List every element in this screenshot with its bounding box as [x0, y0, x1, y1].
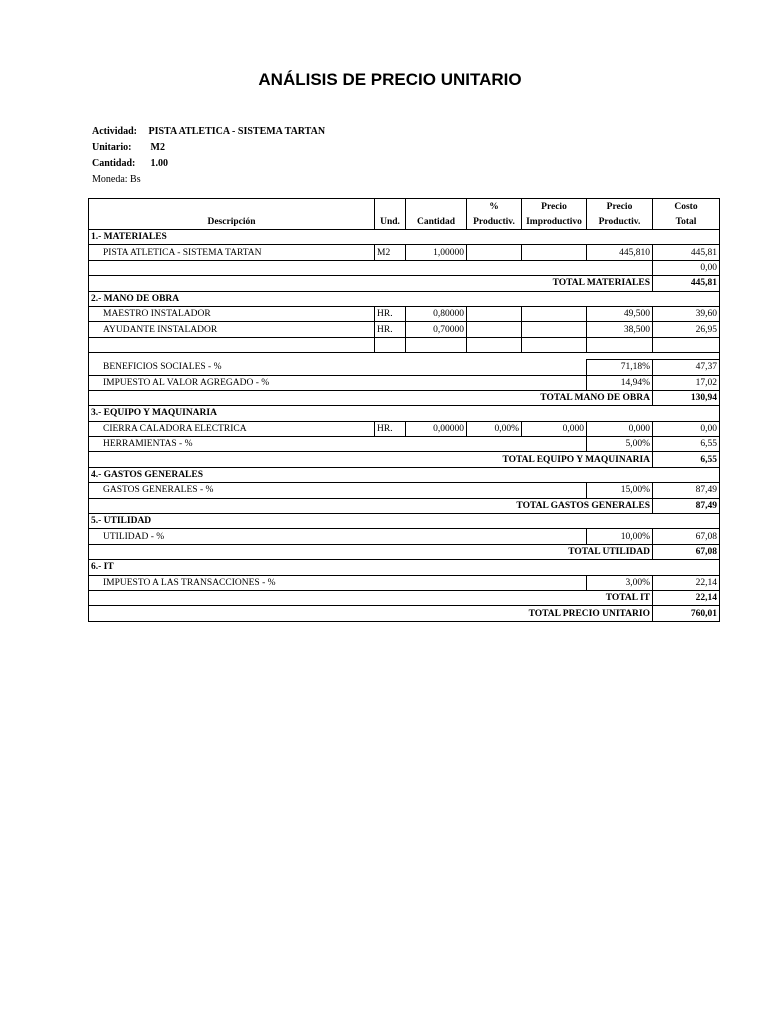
- item-productive-price: 0,000: [587, 421, 653, 436]
- grand-total-row: [89, 606, 720, 621]
- item-description: IMPUESTO AL VALOR AGREGADO - %: [89, 375, 587, 390]
- table-row: [89, 375, 720, 390]
- price-analysis-table: [88, 198, 720, 622]
- item-total: 67,08: [653, 529, 720, 544]
- item-total: 17,02: [653, 375, 720, 390]
- item-quantity: 0,00000: [406, 421, 467, 436]
- section-title-it: 6.- IT: [89, 560, 720, 575]
- section-title-mano-de-obra: 2.- MANO DE OBRA: [89, 291, 720, 306]
- quantity-value: 1.00: [150, 158, 168, 169]
- item-total: 47,37: [653, 360, 720, 375]
- subtotal-row: [89, 390, 720, 405]
- table-row: [89, 245, 720, 260]
- table-row: [89, 360, 720, 375]
- item-percentage: 15,00%: [587, 483, 653, 498]
- subtotal-label: TOTAL MANO DE OBRA: [89, 390, 653, 405]
- subtotal-label: TOTAL UTILIDAD: [89, 544, 653, 559]
- subtotal-label: TOTAL EQUIPO Y MAQUINARIA: [89, 452, 653, 467]
- activity-info: [92, 124, 325, 188]
- activity-row: [92, 124, 325, 140]
- section-header: [89, 230, 720, 245]
- section-title-equipo: 3.- EQUIPO Y MAQUINARIA: [89, 406, 720, 421]
- subtotal-value: 87,49: [653, 498, 720, 513]
- quantity-label: Cantidad:: [92, 158, 136, 169]
- spacer-row: [89, 353, 720, 360]
- section-header: [89, 406, 720, 421]
- item-description: MAESTRO INSTALADOR: [89, 306, 375, 321]
- item-description: GASTOS GENERALES - %: [89, 483, 587, 498]
- item-total: 0,00: [653, 260, 720, 275]
- header-pct-top: %: [467, 199, 522, 215]
- header-und: Und.: [375, 214, 406, 230]
- item-quantity: 0,80000: [406, 306, 467, 321]
- header-pimp-bottom: Improductivo: [522, 214, 587, 230]
- item-unit: HR.: [375, 322, 406, 337]
- item-description: AYUDANTE INSTALADOR: [89, 322, 375, 337]
- page-title: ANÁLISIS DE PRECIO UNITARIO: [258, 70, 522, 89]
- header-row-bottom: [89, 214, 720, 230]
- item-description: PISTA ATLETICA - SISTEMA TARTAN: [89, 245, 375, 260]
- activity-label: Actividad:: [92, 126, 137, 137]
- item-total: 39,60: [653, 306, 720, 321]
- item-unit: M2: [375, 245, 406, 260]
- table-row: [89, 575, 720, 590]
- item-description: UTILIDAD - %: [89, 529, 587, 544]
- item-percentage: 5,00%: [587, 437, 653, 452]
- item-total: 22,14: [653, 575, 720, 590]
- item-percentage: 14,94%: [587, 375, 653, 390]
- item-quantity: 0,70000: [406, 322, 467, 337]
- subtotal-row: [89, 452, 720, 467]
- item-quantity: 1,00000: [406, 245, 467, 260]
- item-description: BENEFICIOS SOCIALES - %: [89, 360, 587, 375]
- section-header: [89, 467, 720, 482]
- subtotal-row: [89, 498, 720, 513]
- currency-row: Moneda: Bs: [92, 174, 141, 185]
- item-unproductive-price: 0,000: [522, 421, 587, 436]
- header-cantidad: Cantidad: [406, 214, 467, 230]
- header-pprod-bottom: Productiv.: [587, 214, 653, 230]
- subtotal-label: TOTAL MATERIALES: [89, 276, 653, 291]
- subtotal-label: TOTAL GASTOS GENERALES: [89, 498, 653, 513]
- item-percentage: 10,00%: [587, 529, 653, 544]
- header-row-top: [89, 199, 720, 215]
- subtotal-row: [89, 276, 720, 291]
- header-costo-top: Costo: [653, 199, 720, 215]
- table-row: [89, 437, 720, 452]
- subtotal-value: 22,14: [653, 590, 720, 605]
- section-title-utilidad: 5.- UTILIDAD: [89, 514, 720, 529]
- table-row-empty: [89, 337, 720, 352]
- item-productivity: 0,00%: [467, 421, 522, 436]
- table-row: [89, 260, 720, 275]
- activity-value: PISTA ATLETICA - SISTEMA TARTAN: [148, 126, 326, 137]
- item-total: 26,95: [653, 322, 720, 337]
- header-pct-bottom: Productiv.: [467, 214, 522, 230]
- subtotal-label: TOTAL IT: [89, 590, 653, 605]
- subtotal-row: [89, 590, 720, 605]
- item-unit: HR.: [375, 421, 406, 436]
- item-productive-price: 49,500: [587, 306, 653, 321]
- unit-row: [92, 140, 325, 156]
- header-pprod-top: Precio: [587, 199, 653, 215]
- unit-value: M2: [150, 142, 165, 153]
- section-header: [89, 514, 720, 529]
- section-header: [89, 291, 720, 306]
- item-productive-price: 38,500: [587, 322, 653, 337]
- item-description: CIERRA CALADORA ELECTRICA: [89, 421, 375, 436]
- item-percentage: 71,18%: [587, 360, 653, 375]
- subtotal-row: [89, 544, 720, 559]
- item-description: IMPUESTO A LAS TRANSACCIONES - %: [89, 575, 587, 590]
- table-row: [89, 322, 720, 337]
- header-descripcion: Descripción: [89, 214, 375, 230]
- subtotal-value: 445,81: [653, 276, 720, 291]
- item-unit: HR.: [375, 306, 406, 321]
- item-total: 445,81: [653, 245, 720, 260]
- table-row: [89, 483, 720, 498]
- grand-total-value: 760,01: [653, 606, 720, 621]
- header-costo-bottom: Total: [653, 214, 720, 230]
- grand-total-label: TOTAL PRECIO UNITARIO: [89, 606, 653, 621]
- item-total: 0,00: [653, 421, 720, 436]
- item-description: HERRAMIENTAS - %: [89, 437, 587, 452]
- item-total: 87,49: [653, 483, 720, 498]
- quantity-row: [92, 156, 325, 172]
- subtotal-value: 6,55: [653, 452, 720, 467]
- unit-label: Unitario:: [92, 142, 132, 153]
- header-pimp-top: Precio: [522, 199, 587, 215]
- item-productive-price: 445,810: [587, 245, 653, 260]
- table-row: [89, 306, 720, 321]
- section-title-materiales: 1.- MATERIALES: [89, 230, 720, 245]
- item-total: 6,55: [653, 437, 720, 452]
- table-row: [89, 529, 720, 544]
- section-header: [89, 560, 720, 575]
- subtotal-value: 67,08: [653, 544, 720, 559]
- section-title-gastos-generales: 4.- GASTOS GENERALES: [89, 467, 720, 482]
- table-row: [89, 421, 720, 436]
- subtotal-value: 130,94: [653, 390, 720, 405]
- item-percentage: 3,00%: [587, 575, 653, 590]
